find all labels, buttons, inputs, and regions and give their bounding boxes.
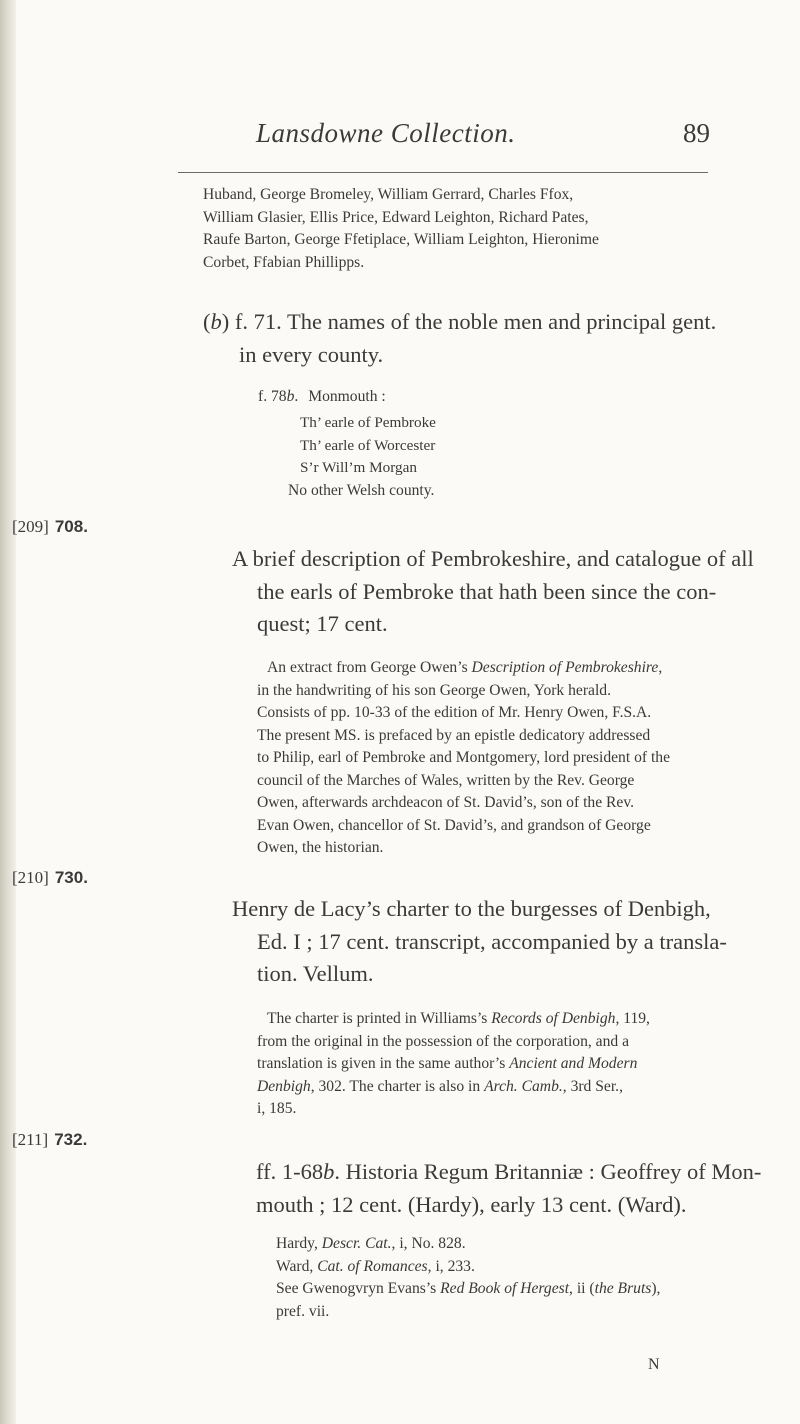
item-b-line-2: in every county. [239, 341, 384, 367]
signature-mark: N [648, 1356, 660, 1373]
running-header [0, 118, 800, 158]
title-line: mouth ; 12 cent. (Hardy), early 13 cent. (Ward). [256, 1191, 687, 1217]
title-line: A brief description of Pembrokeshire, and catalogue of all [232, 546, 754, 571]
title-line: Ed. I ; 17 cent. transcript, accompanied by a transla- [257, 928, 727, 954]
intro-line: Raufe Barton, George Ffetiplace, William Leighton, Hieronime [203, 231, 599, 248]
note-line: from the original in the possession of the corporation, and a [257, 1032, 629, 1050]
entry-ref: [211] [12, 1130, 49, 1149]
page-gutter-shadow [0, 0, 16, 1424]
entry-number: 708. [54, 517, 88, 536]
note-line: translation is given in the same author’s Ancient and Modern [257, 1055, 638, 1072]
entry-number: 732. [54, 1130, 88, 1149]
note-line: Owen, afterwards archdeacon of St. David’s, son of the Rev. [257, 794, 635, 811]
note-line: Denbigh, 302. The charter is also in Arch. Camb., 3rd Ser., [257, 1077, 623, 1095]
title-line: quest; 17 cent. [257, 611, 388, 636]
folio-place: Monmouth : [308, 388, 386, 405]
entry-708-note [257, 657, 670, 860]
folio-ref: f. 78b. [258, 388, 299, 405]
header-rule [178, 172, 708, 173]
note-line: Ward, Cat. of Romances, i, 233. [276, 1257, 475, 1275]
note-line: Hardy, Descr. Cat., i, No. 828. [276, 1235, 466, 1252]
item-b [203, 306, 716, 371]
intro-names [203, 184, 599, 274]
entry-ref: [209] [12, 517, 49, 536]
person: Th’ earle of Pembroke [300, 414, 436, 431]
note-line: See Gwenogvryn Evans’s Red Book of Hergest, ii (the Bruts), [276, 1280, 661, 1297]
title-line: Henry de Lacy’s charter to the burgesses of Denbigh, [232, 896, 711, 921]
note-line: The charter is printed in Williams’s Records of Denbigh, 119, [267, 1010, 650, 1027]
entry-732-title [256, 1156, 761, 1221]
note-line: in the handwriting of his son George Owen, York herald. [257, 681, 611, 699]
entry-number: 730. [54, 868, 88, 887]
intro-line: Huband, George Bromeley, William Gerrard, Charles Ffox, [203, 186, 574, 203]
person: Th’ earle of Worcester [300, 436, 436, 454]
running-title: Lansdowne Collection. [256, 118, 516, 148]
note-line: Owen, the historian. [257, 839, 384, 856]
title-line: the earls of Pembroke that hath been since the con- [257, 578, 717, 604]
entry-label-708 [12, 517, 88, 537]
person: S’r Will’m Morgan [300, 459, 417, 476]
page-number: 89 [683, 118, 710, 148]
note-line: An extract from George Owen’s Description of Pembrokeshire, [267, 659, 663, 676]
note-line: Evan Owen, chancellor of St. David’s, and grandson of George [257, 816, 651, 834]
entry-708-title [232, 543, 754, 641]
entry-ref: [210] [12, 868, 49, 887]
title-line: ff. 1-68b. Historia Regum Britanniæ : Geoffrey of Mon- [256, 1159, 762, 1184]
entry-730-title [232, 893, 727, 991]
item-b-marker: b [210, 309, 222, 334]
entry-label-730 [12, 868, 88, 888]
item-b-note: No other Welsh county. [288, 482, 435, 499]
item-b-line-1: (b) f. 71. The names of the noble men and principal gent. [203, 309, 717, 334]
entry-730-note [257, 1008, 650, 1121]
note-line: Consists of pp. 10-33 of the edition of Mr. Henry Owen, F.S.A. [257, 704, 652, 721]
entry-732-note [276, 1233, 660, 1323]
intro-line: Corbet, Ffabian Phillipps. [203, 253, 365, 271]
note-line: i, 185. [257, 1100, 297, 1117]
note-line: The present MS. is prefaced by an epistle dedicatory addressed [257, 726, 651, 744]
item-b-title: f. 71. The names of the noble men and principal gent. [234, 309, 717, 334]
note-line: to Philip, earl of Pembroke and Montgomery, lord president of the [257, 749, 671, 766]
intro-line: William Glasier, Ellis Price, Edward Leighton, Richard Pates, [203, 208, 589, 226]
note-line: pref. vii. [276, 1302, 330, 1320]
note-line: council of the Marches of Wales, written by the Rev. George [257, 771, 635, 789]
title-line: tion. Vellum. [257, 961, 374, 986]
entry-label-732 [12, 1130, 87, 1150]
persons-list [300, 412, 436, 480]
item-b-folio [258, 386, 386, 409]
